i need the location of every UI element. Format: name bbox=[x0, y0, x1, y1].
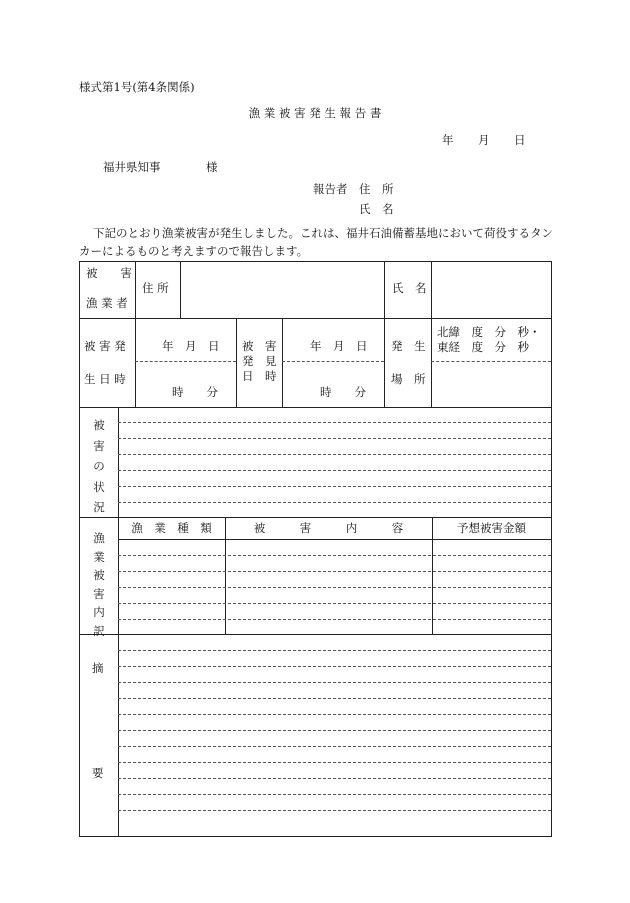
col-divider bbox=[384, 261, 385, 318]
victim-name-label: 氏 名 bbox=[392, 281, 427, 295]
found-label-line-2: 発 見 bbox=[242, 354, 277, 368]
dashed-line bbox=[118, 555, 551, 556]
breakdown-label: 漁 業 被 害 内 訳 bbox=[93, 531, 105, 638]
dashed-line bbox=[118, 730, 551, 731]
dashed-line bbox=[118, 746, 551, 747]
addressee: 福井県知事 bbox=[103, 160, 161, 174]
reporter-address-label: 住 所 bbox=[359, 182, 394, 196]
col-divider bbox=[118, 407, 119, 517]
col-divider bbox=[118, 517, 119, 634]
found-label-line-3: 日 時 bbox=[242, 369, 277, 383]
dashed-line bbox=[118, 438, 551, 439]
col-fishery-type: 漁 業 種 類 bbox=[131, 521, 212, 535]
occur-datetime-label-top: 被 害 発 bbox=[84, 339, 126, 353]
occur-date: 年 月 日 bbox=[162, 339, 220, 353]
status-label: 被 害 の 状 況 bbox=[93, 418, 105, 515]
intro-line-1: 下記のとおり漁業被害が発生しました。これは、福井石油備蓄基地において荷役するタン bbox=[93, 226, 553, 240]
col-divider bbox=[135, 261, 136, 318]
place-label-top: 発 生 bbox=[391, 339, 426, 353]
dashed-line bbox=[431, 361, 551, 362]
dashed-line bbox=[118, 587, 551, 588]
found-time: 時 分 bbox=[320, 385, 366, 399]
table-bottom-border bbox=[79, 836, 552, 837]
col-divider bbox=[384, 318, 385, 407]
col-divider bbox=[432, 517, 433, 634]
dashed-line bbox=[118, 422, 551, 423]
col-estimated-amount: 予想被害金額 bbox=[457, 521, 526, 535]
page-title: 漁 業 被 害 発 生 報 告 書 bbox=[248, 106, 382, 120]
col-divider bbox=[236, 318, 237, 407]
col-divider bbox=[431, 318, 432, 407]
latitude-label: 北緯 度 分 秒・ bbox=[437, 325, 541, 339]
victim-label-bottom: 漁 業 者 bbox=[86, 296, 128, 310]
row-divider bbox=[118, 539, 551, 540]
dashed-line bbox=[118, 810, 551, 811]
dashed-line bbox=[118, 571, 551, 572]
found-date: 年 月 日 bbox=[310, 339, 368, 353]
row-divider bbox=[79, 318, 552, 319]
row-divider bbox=[79, 407, 552, 408]
dashed-line bbox=[282, 361, 384, 362]
table-left-border bbox=[79, 261, 80, 836]
summary-label-top: 摘 bbox=[92, 661, 104, 675]
row-divider bbox=[79, 517, 552, 518]
col-divider bbox=[225, 517, 226, 634]
table-right-border bbox=[551, 261, 552, 836]
col-divider bbox=[118, 634, 119, 836]
longitude-label: 東経 度 分 秒 bbox=[437, 340, 529, 354]
dashed-line bbox=[118, 502, 551, 503]
col-divider bbox=[135, 318, 136, 407]
reporter-label: 報告者 bbox=[313, 182, 348, 196]
dashed-line bbox=[118, 714, 551, 715]
date-day: 日 bbox=[514, 133, 526, 147]
victim-address-label: 住 所 bbox=[142, 281, 169, 295]
dashed-line bbox=[118, 603, 551, 604]
occur-datetime-label-bottom: 生 日 時 bbox=[84, 372, 126, 386]
dashed-line bbox=[118, 470, 551, 471]
summary-label-bottom: 要 bbox=[92, 766, 104, 780]
form-id: 様式第1号(第4条関係) bbox=[79, 80, 195, 94]
intro-line-2: カーによるものと考えますので報告します。 bbox=[79, 244, 309, 258]
occur-time: 時 分 bbox=[172, 385, 218, 399]
dashed-line bbox=[118, 666, 551, 667]
col-divider bbox=[180, 261, 181, 318]
dashed-line bbox=[118, 619, 551, 620]
row-divider bbox=[79, 634, 552, 635]
col-damage-content: 被 害 内 容 bbox=[253, 521, 404, 535]
addressee-suffix: 様 bbox=[206, 160, 218, 174]
date-year: 年 bbox=[442, 133, 454, 147]
col-divider bbox=[431, 261, 432, 318]
found-label-line-1: 被 害 bbox=[242, 339, 277, 353]
dashed-line bbox=[118, 682, 551, 683]
dashed-line bbox=[135, 361, 236, 362]
table-top-border bbox=[79, 261, 552, 262]
dashed-line bbox=[118, 698, 551, 699]
date-month: 月 bbox=[478, 133, 490, 147]
dashed-line bbox=[118, 454, 551, 455]
dashed-line bbox=[118, 794, 551, 795]
victim-label-top: 被 害 bbox=[86, 266, 132, 280]
dashed-line bbox=[118, 650, 551, 651]
dashed-line bbox=[118, 486, 551, 487]
dashed-line bbox=[118, 778, 551, 779]
col-divider bbox=[282, 318, 283, 407]
dashed-line bbox=[118, 762, 551, 763]
reporter-name-label: 氏 名 bbox=[359, 202, 394, 216]
place-label-bottom: 場 所 bbox=[391, 372, 426, 386]
